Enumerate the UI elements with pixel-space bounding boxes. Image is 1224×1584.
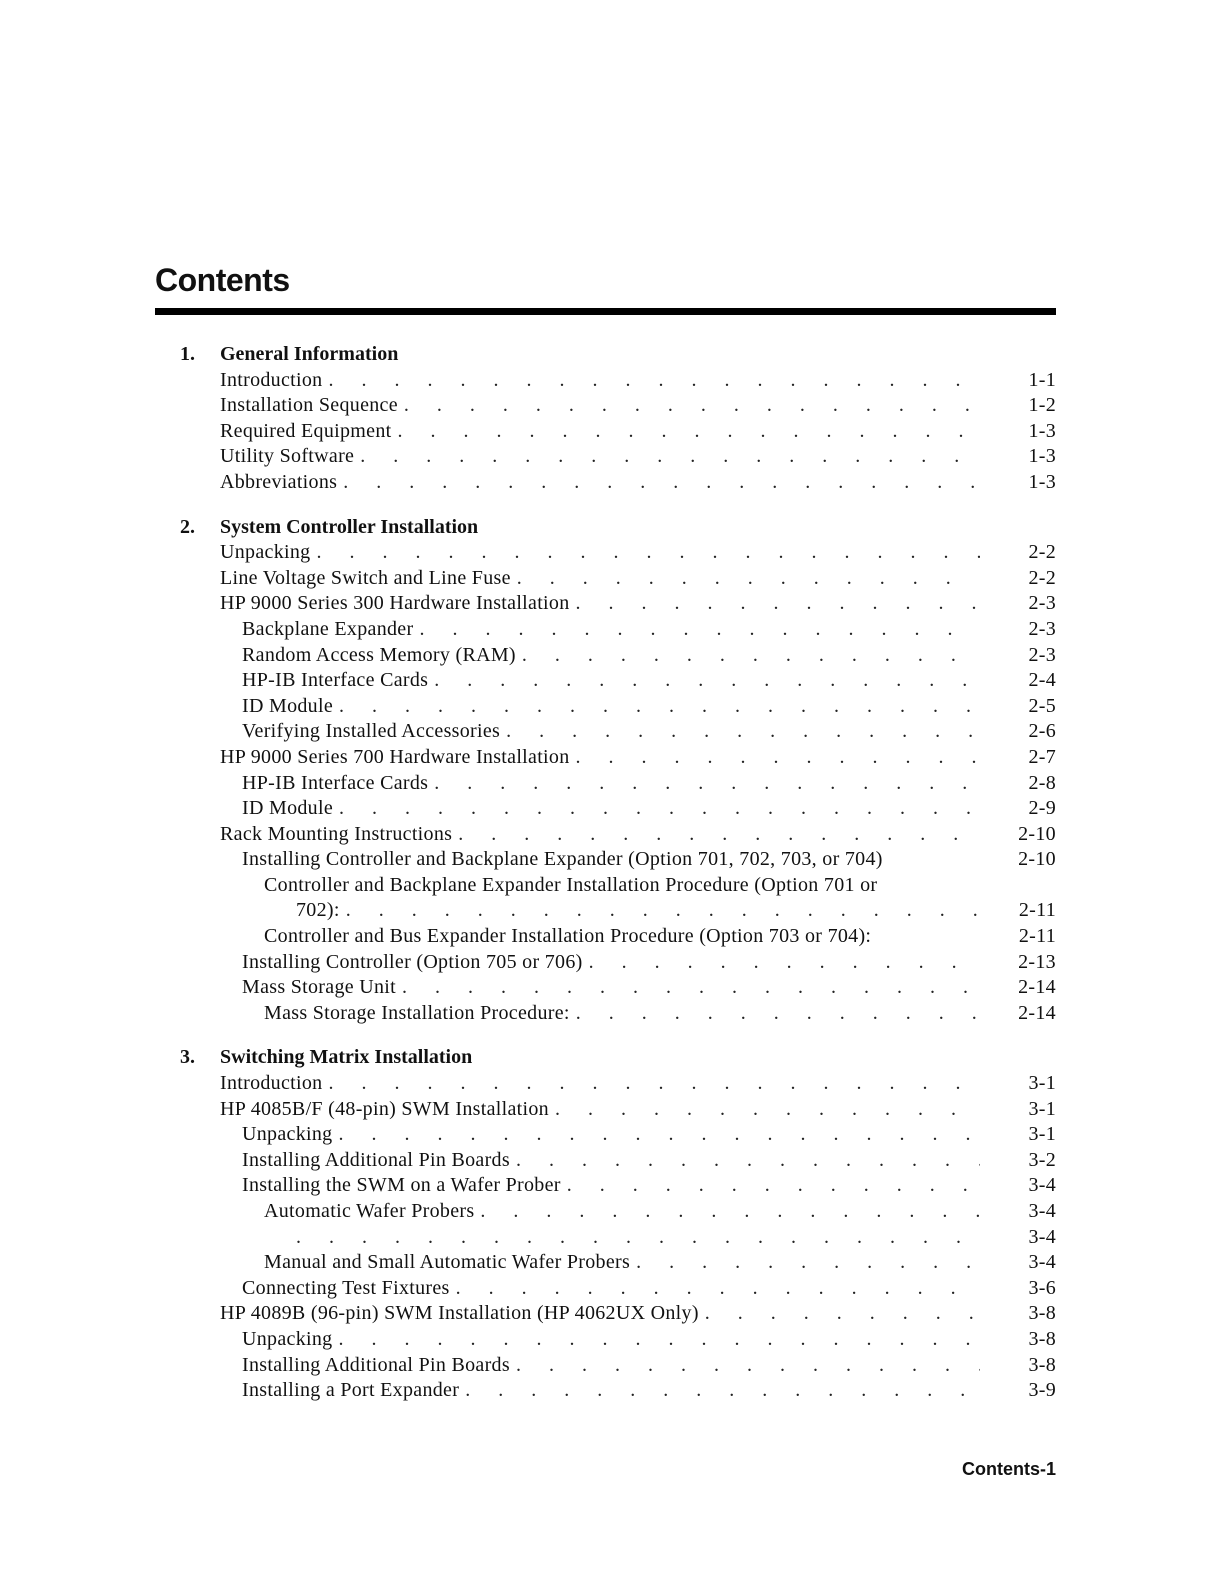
toc-entry-title: Installing Additional Pin Boards <box>242 1353 516 1379</box>
toc-entry-page: 2-3 <box>1028 617 1056 640</box>
leader-dots <box>516 1353 980 1379</box>
toc-entry-page: 3-4 <box>1028 1251 1056 1274</box>
toc-entry[interactable] <box>180 1301 1056 1327</box>
toc-entry-title: Mass Storage Unit <box>242 975 402 1001</box>
leader-dots <box>567 1173 980 1199</box>
toc-entry-title: HP 4085B/F (48-pin) SWM Installation <box>220 1097 555 1123</box>
toc-entry[interactable] <box>180 1327 1056 1353</box>
leader-dots <box>404 393 980 419</box>
toc-entry-page: 2-3 <box>1028 592 1056 615</box>
toc-entry-page: 3-6 <box>1028 1276 1056 1299</box>
toc-entry[interactable] <box>180 719 1056 745</box>
toc-entry-page: 2-14 <box>1018 976 1056 999</box>
leader-dots <box>555 1097 980 1123</box>
toc-chapter <box>180 1045 1056 1403</box>
toc-entry[interactable] <box>180 796 1056 822</box>
leader-dots <box>338 1327 980 1353</box>
toc-entry-title: Line Voltage Switch and Line Fuse <box>220 566 517 592</box>
toc-entry[interactable] <box>180 393 1056 419</box>
page-title: Contents <box>155 262 290 298</box>
toc-entry-page: 2-13 <box>1018 950 1056 973</box>
toc-entry-title: Introduction <box>220 1071 328 1097</box>
toc-entry-title: Rack Mounting Instructions <box>220 822 458 848</box>
toc-entry-title: ID Module <box>242 796 339 822</box>
chapter-heading[interactable] <box>180 515 1056 541</box>
toc-entry-title: Controller and Backplane Expander Installation Procedure (Option 701 or <box>264 873 883 899</box>
toc-entry-title: HP-IB Interface Cards <box>242 771 434 797</box>
leader-dots <box>434 668 980 694</box>
toc-entry-title: Utility Software <box>220 444 360 470</box>
toc-entry-page: 3-9 <box>1028 1379 1056 1402</box>
toc-entry[interactable] <box>180 1001 1056 1027</box>
toc-entry-page: 2-8 <box>1028 771 1056 794</box>
toc-entry-title: ID Module <box>242 694 339 720</box>
toc-entry[interactable] <box>180 1122 1056 1148</box>
leader-dots <box>516 1148 980 1174</box>
chapter-number: 2. <box>180 515 195 538</box>
toc-entry[interactable] <box>180 1071 1056 1097</box>
toc-entry-page: 3-4 <box>1028 1174 1056 1197</box>
toc-entry-title: Abbreviations <box>220 470 343 496</box>
leader-dots <box>636 1250 980 1276</box>
toc-entry-page: 3-8 <box>1028 1327 1056 1350</box>
toc-entry-title: Unpacking <box>220 540 316 566</box>
toc-entry-page: 2-11 <box>1018 925 1056 948</box>
leader-dots <box>434 771 980 797</box>
toc-entry[interactable] <box>180 1097 1056 1123</box>
toc-entry-title: Manual and Small Automatic Wafer Probers <box>264 1250 636 1276</box>
leader-dots <box>343 470 980 496</box>
leader-dots <box>402 975 980 1001</box>
toc-entry[interactable] <box>180 419 1056 445</box>
toc-entry-title: Backplane Expander <box>242 617 419 643</box>
toc-entry[interactable] <box>180 591 1056 617</box>
toc-entry-title: HP 4089B (96-pin) SWM Installation (HP 4062UX Only) <box>220 1301 705 1327</box>
toc-entry-page: 2-2 <box>1028 541 1056 564</box>
toc-entry-title: HP 9000 Series 700 Hardware Installation <box>220 745 576 771</box>
toc-entry[interactable] <box>180 1148 1056 1174</box>
leader-dots <box>360 444 980 470</box>
leader-dots <box>456 1276 980 1302</box>
toc-entry[interactable] <box>180 617 1056 643</box>
toc-entry[interactable] <box>180 1353 1056 1379</box>
leader-dots <box>705 1301 980 1327</box>
toc-entry-page: 3-1 <box>1028 1097 1056 1120</box>
title-rule <box>155 308 1056 315</box>
toc-entry[interactable] <box>180 470 1056 496</box>
toc-entry[interactable] <box>180 444 1056 470</box>
toc-entry[interactable] <box>180 1250 1056 1276</box>
toc-entry-title: HP 9000 Series 300 Hardware Installation <box>220 591 576 617</box>
leader-dots <box>589 950 980 976</box>
toc-entry[interactable] <box>180 847 1056 873</box>
toc-entry-title: Verifying Installed Accessories <box>242 719 506 745</box>
leader-dots <box>419 617 980 643</box>
toc-entry[interactable] <box>180 566 1056 592</box>
toc-entry-title: Installing Controller (Option 705 or 706) <box>242 950 589 976</box>
toc-entry-page: 2-7 <box>1028 745 1056 768</box>
toc-entry-title: Automatic Wafer Probers <box>264 1199 480 1225</box>
toc-entry-page: 1-2 <box>1028 394 1056 417</box>
toc-entry-title: Installation Sequence <box>220 393 404 419</box>
leader-dots <box>517 566 980 592</box>
chapter-number: 1. <box>180 343 195 365</box>
leader-dots <box>576 1001 980 1027</box>
toc-entry-page: 3-1 <box>1028 1072 1056 1095</box>
toc-entry-page: 2-6 <box>1028 720 1056 743</box>
leader-dots <box>522 643 980 669</box>
toc-entry[interactable] <box>180 822 1056 848</box>
toc-entry-page: 1-3 <box>1028 445 1056 468</box>
toc-entry-title: 702): <box>296 898 346 924</box>
leader-dots <box>328 368 980 394</box>
leader-dots <box>458 822 980 848</box>
toc-entry[interactable] <box>180 771 1056 797</box>
leader-dots <box>328 1071 980 1097</box>
toc-entry[interactable] <box>180 873 1056 899</box>
chapter-title: General Information <box>220 343 399 365</box>
leader-dots <box>339 694 980 720</box>
toc-entry-page: 2-14 <box>1018 1001 1056 1024</box>
toc-entry-page: 2-9 <box>1028 797 1056 820</box>
toc-chapter <box>180 342 1056 496</box>
leader-dots <box>480 1199 980 1225</box>
leader-dots <box>465 1378 980 1404</box>
leader-dots <box>576 591 980 617</box>
toc-entry[interactable] <box>180 668 1056 694</box>
toc-entry-page: 2-5 <box>1028 694 1056 717</box>
toc-entry[interactable] <box>180 924 1056 950</box>
toc-entry[interactable] <box>180 540 1056 566</box>
leader-dots <box>316 540 980 566</box>
toc-entry-title: Required Equipment <box>220 419 397 445</box>
toc-entry[interactable] <box>180 368 1056 394</box>
chapter-heading[interactable] <box>180 342 1056 368</box>
leader-dots <box>338 1122 980 1148</box>
table-of-contents <box>180 342 1056 1423</box>
chapter-title: System Controller Installation <box>220 515 479 538</box>
toc-entry[interactable] <box>180 745 1056 771</box>
toc-entry-title: Introduction <box>220 368 328 394</box>
toc-entry-page: 1-3 <box>1028 419 1056 442</box>
toc-entry-title: Installing Additional Pin Boards <box>242 1148 516 1174</box>
toc-entry[interactable] <box>180 1378 1056 1404</box>
toc-entry-title: Installing Controller and Backplane Expander (Option 701, 702, 703, or 704) <box>242 847 889 873</box>
chapter-title: Switching Matrix Installation <box>220 1046 473 1069</box>
toc-entry-page: 1-3 <box>1028 470 1056 493</box>
toc-entry-title: Controller and Bus Expander Installation Procedure (Option 703 or 704): <box>264 924 877 950</box>
toc-entry-page: 1-1 <box>1028 368 1056 391</box>
toc-entry[interactable] <box>180 643 1056 669</box>
toc-entry-title: Random Access Memory (RAM) <box>242 643 522 669</box>
leader-dots <box>339 796 980 822</box>
toc-entry[interactable] <box>180 1225 1056 1251</box>
toc-entry-title: Mass Storage Installation Procedure: <box>264 1001 576 1027</box>
leader-dots <box>506 719 980 745</box>
leader-dots <box>397 419 980 445</box>
toc-entry-title: Installing the SWM on a Wafer Prober <box>242 1173 567 1199</box>
chapter-number: 3. <box>180 1046 195 1069</box>
toc-entry[interactable] <box>180 975 1056 1001</box>
toc-entry-page: 3-2 <box>1028 1148 1056 1171</box>
toc-entry-title: Unpacking <box>242 1122 338 1148</box>
leader-dots <box>296 1225 980 1251</box>
toc-entry[interactable] <box>180 1276 1056 1302</box>
toc-entry-page: 2-2 <box>1028 566 1056 589</box>
toc-entry-title: Connecting Test Fixtures <box>242 1276 456 1302</box>
toc-entry[interactable] <box>180 694 1056 720</box>
toc-entry-page: 2-10 <box>1018 848 1056 871</box>
toc-entry[interactable] <box>180 1199 1056 1225</box>
toc-entry-page: 3-8 <box>1028 1302 1056 1325</box>
toc-entry-title: Installing a Port Expander <box>242 1378 465 1404</box>
toc-entry-page: 3-4 <box>1028 1225 1056 1248</box>
toc-entry[interactable] <box>180 898 1056 924</box>
chapter-heading[interactable] <box>180 1045 1056 1071</box>
page-footer: Contents-1 <box>962 1459 1056 1479</box>
toc-entry-page: 3-8 <box>1028 1353 1056 1376</box>
toc-entry-page: 2-10 <box>1018 822 1056 845</box>
toc-entry-page: 3-4 <box>1028 1200 1056 1222</box>
toc-entry-page: 2-3 <box>1028 643 1056 666</box>
toc-entry[interactable] <box>180 950 1056 976</box>
toc-chapter <box>180 515 1056 1027</box>
toc-entry-page: 3-1 <box>1028 1123 1056 1146</box>
toc-entry-page: 2-4 <box>1028 669 1056 692</box>
toc-entry-page: 2-11 <box>1018 899 1056 922</box>
toc-entry[interactable] <box>180 1173 1056 1199</box>
leader-dots <box>346 898 980 924</box>
leader-dots <box>576 745 980 771</box>
toc-entry-title: HP-IB Interface Cards <box>242 668 434 694</box>
toc-entry-title: Unpacking <box>242 1327 338 1353</box>
